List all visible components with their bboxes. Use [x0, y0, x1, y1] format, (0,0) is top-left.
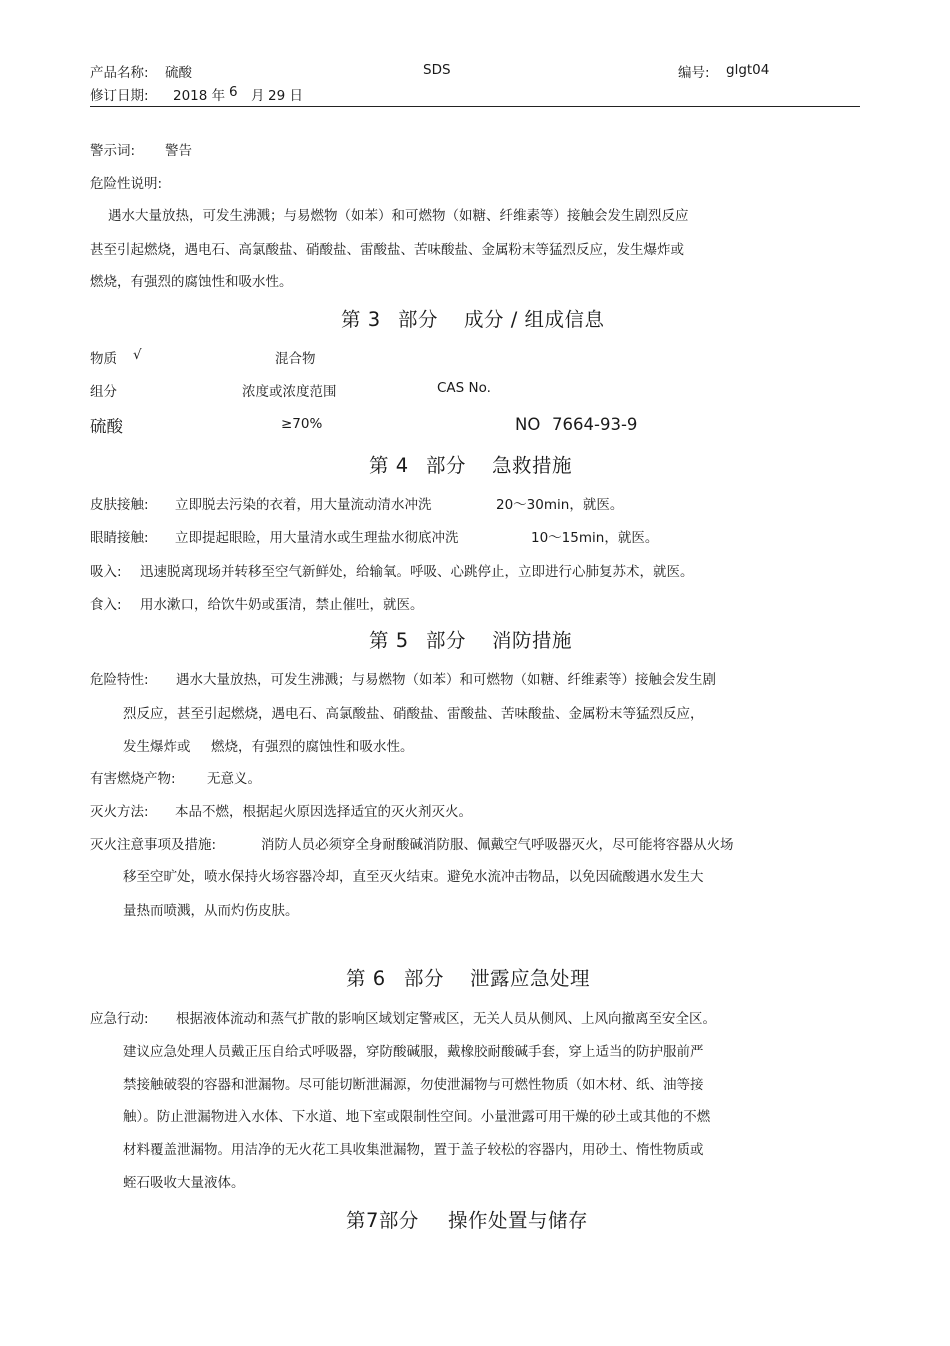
- emergency-action-label: 应急行动:: [90, 1011, 149, 1027]
- column-component: 组分: [90, 384, 117, 400]
- section-6-number: 第 6: [346, 967, 386, 990]
- section-5-part: 部分: [426, 629, 467, 652]
- revision-month-suffix: 月: [251, 88, 265, 104]
- fire-hazard-line: 烈反应，甚至引起燃烧，遇电石、高氯酸盐、硝酸盐、雷酸盐、苦味酸盐、金属粉末等猛烈反应，: [123, 706, 704, 722]
- fire-hazard-line: 燃烧，有强烈的腐蚀性和吸水性。: [211, 739, 414, 755]
- revision-day: 29 日: [268, 88, 303, 104]
- signal-word-value: 警告: [165, 143, 192, 159]
- column-concentration: 浓度或浓度范围: [242, 384, 337, 400]
- column-cas: CAS No.: [437, 380, 491, 396]
- emergency-action-line: 蛭石吸收大量液体。: [123, 1175, 245, 1191]
- ingestion-text: 用水漱口，给饮牛奶或蛋清，禁止催吐，就医。: [140, 597, 424, 613]
- section-4-title: 急救措施: [492, 454, 573, 477]
- firefighting-notes-line: 消防人员必须穿全身耐酸碱消防服、佩戴空气呼吸器灭火，尽可能将容器从火场: [261, 837, 734, 853]
- section-3-title: 成分 / 组成信息: [464, 308, 605, 331]
- section-3-number: 第 3: [341, 308, 381, 331]
- emergency-action-line: 材料覆盖泄漏物。用洁净的无火花工具收集泄漏物，置于盖子较松的容器内，用砂土、惰性物质或: [123, 1142, 704, 1158]
- skin-contact-text: 立即脱去污染的衣着，用大量流动清水冲洗: [175, 497, 432, 513]
- combustion-products-text: 无意义。: [207, 771, 261, 787]
- revision-year: 2018 年: [173, 88, 226, 104]
- component-name: 硫酸: [90, 417, 123, 436]
- emergency-action-line: 建议应急处理人员戴正压自给式呼吸器，穿防酸碱服，戴橡胶耐酸碱手套，穿上适当的防护服前严: [123, 1044, 704, 1060]
- section-7-number: 第7部分: [346, 1209, 419, 1232]
- product-name-value: 硫酸: [165, 65, 192, 81]
- revision-date-label: 修订日期:: [90, 88, 149, 104]
- firefighting-notes-label: 灭火注意事项及措施:: [90, 837, 217, 853]
- inhalation-label: 吸入:: [90, 564, 122, 580]
- section-6-title: 泄露应急处理: [470, 967, 591, 990]
- ingestion-label: 食入:: [90, 597, 122, 613]
- extinguishing-method-text: 本品不燃，根据起火原因选择适宜的灭火剂灭火。: [175, 804, 472, 820]
- code-label: 编号:: [678, 65, 710, 81]
- hazard-statement-line: 甚至引起燃烧，遇电石、高氯酸盐、硝酸盐、雷酸盐、苦味酸盐、金属粉末等猛烈反应，发生爆炸或: [90, 242, 684, 258]
- section-5-number: 第 5: [369, 629, 409, 652]
- mixture-label: 混合物: [275, 351, 316, 367]
- fire-hazard-line: 发生爆炸或: [123, 739, 191, 755]
- skin-contact-label: 皮肤接触:: [90, 497, 149, 513]
- code-value: glgt04: [726, 62, 770, 78]
- skin-contact-time: 20～30min，就医。: [496, 497, 624, 513]
- eye-contact-text: 立即提起眼睑，用大量清水或生理盐水彻底冲洗: [175, 530, 459, 546]
- eye-contact-label: 眼睛接触:: [90, 530, 149, 546]
- component-concentration: ≥70%: [281, 416, 323, 432]
- component-cas-number: 7664-93-9: [552, 415, 638, 434]
- emergency-action-line: 根据液体流动和蒸气扩散的影响区域划定警戒区，无关人员从侧风、上风向撤离至安全区。: [176, 1011, 716, 1027]
- hazard-statement-label: 危险性说明:: [90, 176, 163, 192]
- document-type: SDS: [423, 62, 451, 78]
- inhalation-text: 迅速脱离现场并转移至空气新鲜处，给输氧。呼吸、心跳停止，立即进行心肺复苏术，就医。: [140, 564, 694, 580]
- product-name-label: 产品名称:: [90, 65, 149, 81]
- firefighting-notes-line: 移至空旷处，喷水保持火场容器冷却，直至灭火结束。避免水流冲击物品，以免因硫酸遇水发生大: [123, 869, 704, 885]
- section-7-title: 操作处置与储存: [448, 1209, 589, 1232]
- extinguishing-method-label: 灭火方法:: [90, 804, 149, 820]
- section-5-title: 消防措施: [492, 629, 573, 652]
- fire-hazard-line: 遇水大量放热，可发生沸溅；与易燃物（如苯）和可燃物（如糖、纤维素等）接触会发生剧: [176, 672, 716, 688]
- combustion-products-label: 有害燃烧产物:: [90, 771, 176, 787]
- section-4-part: 部分: [426, 454, 467, 477]
- emergency-action-line: 触）。防止泄漏物进入水体、下水道、地下室或限制性空间。小量泄露可用干燥的砂土或其他的不燃: [123, 1109, 711, 1125]
- hazard-statement-line: 遇水大量放热，可发生沸溅；与易燃物（如苯）和可燃物（如糖、纤维素等）接触会发生剧烈反应: [108, 208, 689, 224]
- section-4-number: 第 4: [369, 454, 409, 477]
- firefighting-notes-line: 量热而喷溅，从而灼伤皮肤。: [123, 903, 299, 919]
- fire-hazard-label: 危险特性:: [90, 672, 149, 688]
- eye-contact-time: 10～15min，就医。: [531, 530, 659, 546]
- substance-checkmark: √: [133, 347, 142, 363]
- signal-word-label: 警示词:: [90, 143, 136, 159]
- emergency-action-line: 禁接触破裂的容器和泄漏物。尽可能切断泄漏源，勿使泄漏物与可燃性物质（如木材、纸、油等接: [123, 1077, 704, 1093]
- header-divider: [90, 106, 860, 107]
- hazard-statement-line: 燃烧，有强烈的腐蚀性和吸水性。: [90, 274, 293, 290]
- section-3-part: 部分: [398, 308, 439, 331]
- section-6-part: 部分: [404, 967, 445, 990]
- substance-label: 物质: [90, 351, 117, 367]
- component-cas-prefix: NO: [515, 415, 541, 434]
- revision-month: 6: [229, 84, 238, 100]
